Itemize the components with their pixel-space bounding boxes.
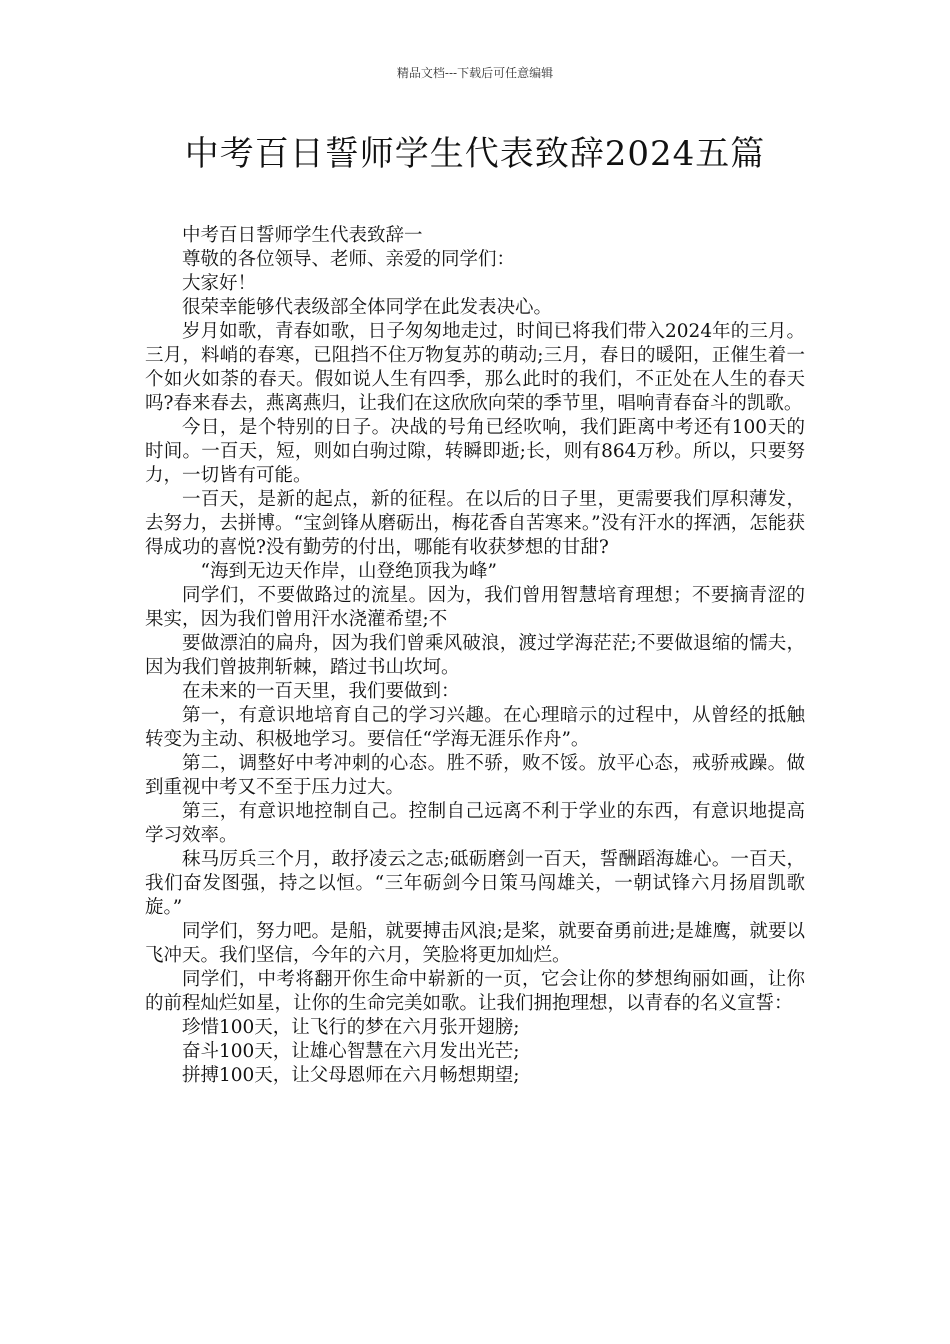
paragraph: 第二，调整好中考冲刺的心态。胜不骄，败不馁。放平心态，戒骄戒躁。做到重视中考又不至于压力过大。 <box>145 753 805 798</box>
paragraph: 第一，有意识地培育自己的学习兴趣。在心理暗示的过程中，从曾经的抵触转变为主动、积极地学习。要信任“学海无涯乐作舟”。 <box>145 705 805 750</box>
quote-line: “海到无边天作岸，山登绝顶我为峰” <box>200 561 497 582</box>
paragraph: 一百天，是新的起点，新的征程。在以后的日子里，更需要我们厚积薄发，去努力，去拼博。“宝剑锋从磨砺出，梅花香自苦寒来。”没有汗水的挥洒，怎能获得成功的喜悦?没有勤劳的付出，哪能有收获梦想的甘甜? <box>145 489 805 558</box>
oath-line: 拼搏100天，让父母恩师在六月畅想期望; <box>182 1065 520 1086</box>
oath-line: 奋斗100天，让雄心智慧在六月发出光芒; <box>182 1041 520 1062</box>
paragraph: 同学们，中考将翻开你生命中崭新的一页，它会让你的梦想绚丽如画，让你的前程灿烂如星，让你的生命完美如歌。让我们拥抱理想，以青春的名义宣誓： <box>145 969 805 1014</box>
document-body <box>145 224 805 1088</box>
paragraph: 岁月如歌，青春如歌，日子匆匆地走过，时间已将我们带入2024年的三月。三月，料峭的春寒，已阻挡不住万物复苏的萌动;三月，春日的暖阳，正催生着一个如火如荼的春天。假如说人生有四季，那么此时的我们，不正处在人生的春天吗?春来春去，燕离燕归，让我们在这欣欣向荣的季节里，唱响青春奋斗的凯歌。 <box>145 321 805 414</box>
oath-line: 珍惜100天，让飞行的梦在六月张开翅膀; <box>182 1017 520 1038</box>
paragraph: 很荣幸能够代表级部全体同学在此发表决心。 <box>182 297 553 318</box>
paragraph: 在未来的一百天里，我们要做到： <box>182 681 460 702</box>
paragraph: 今日，是个特别的日子。决战的号角已经吹响，我们距离中考还有100天的时间。一百天，短，则如白驹过隙，转瞬即逝;长，则有864万秒。所以，只要努力，一切皆有可能。 <box>145 417 805 486</box>
header-note: 精品文档---下载后可任意编辑 <box>396 66 554 80</box>
salutation: 尊敬的各位领导、老师、亲爱的同学们： <box>182 249 516 270</box>
paragraph: 秣马厉兵三个月，敢抒凌云之志;砥砺磨剑一百天，誓酬蹈海雄心。一百天，我们奋发图强，持之以恒。“三年砺剑今日策马闯雄关，一朝试锋六月扬眉凯歌旋。” <box>145 849 805 918</box>
section-heading: 中考百日誓师学生代表致辞一 <box>182 225 423 246</box>
greeting: 大家好！ <box>182 273 257 294</box>
paragraph: 同学们，努力吧。是船，就要搏击风浪;是桨，就要奋勇前进;是雄鹰，就要以飞冲天。我们坚信，今年的六月，笑脸将更加灿烂。 <box>145 921 805 966</box>
document-title: 中考百日誓师学生代表致辞2024五篇 <box>184 134 766 174</box>
paragraph: 第三，有意识地控制自己。控制自己远离不利于学业的东西，有意识地提高学习效率。 <box>145 801 805 846</box>
paragraph: 要做漂泊的扁舟，因为我们曾乘风破浪，渡过学海茫茫;不要做退缩的懦夫，因为我们曾披荆斩棘，踏过书山坎坷。 <box>145 633 805 678</box>
paragraph: 同学们，不要做路过的流星。因为，我们曾用智慧培育理想；不要摘青涩的果实，因为我们曾用汗水浇灌希望;不 <box>145 585 805 630</box>
